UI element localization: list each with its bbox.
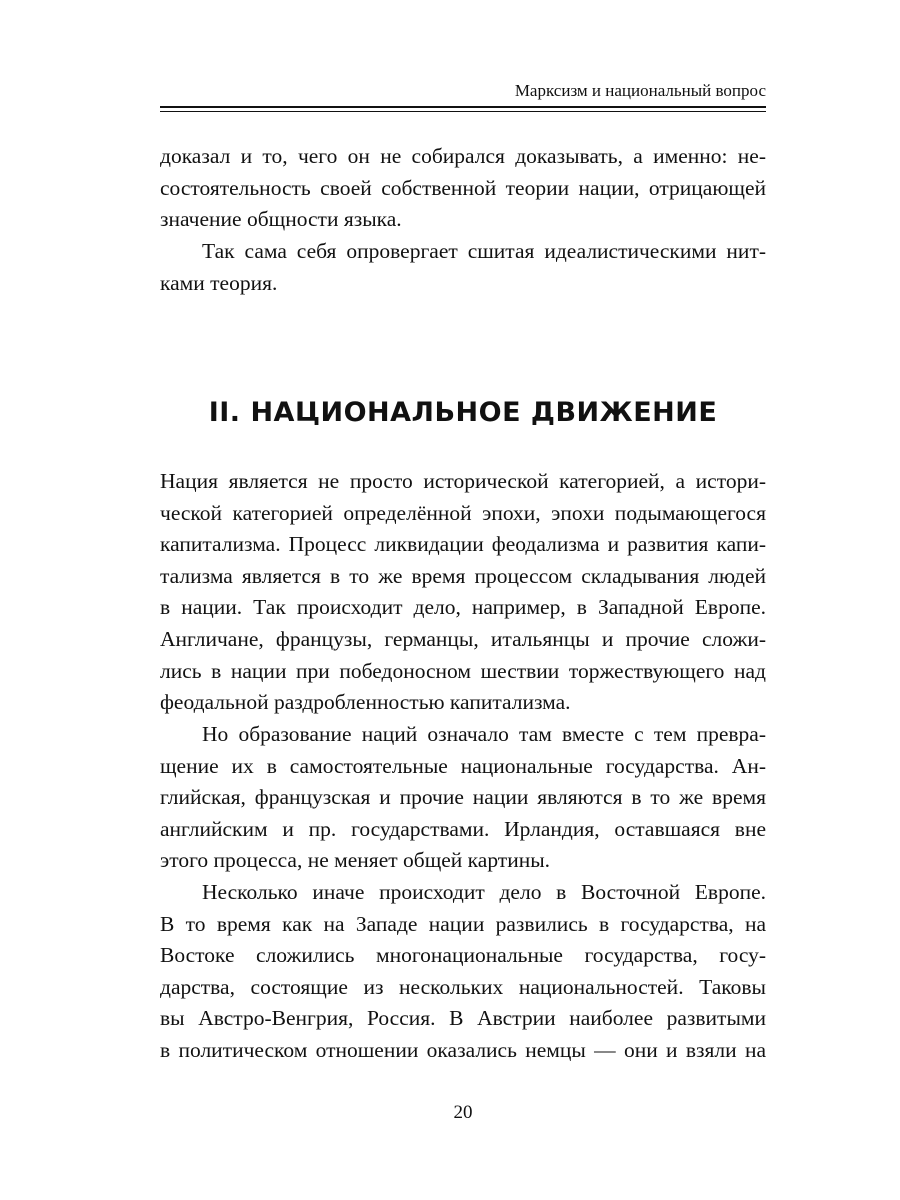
text-line: вы Австро-Венгрия, Россия. В Австрии наиболее развитыми: [160, 1006, 766, 1031]
text-line: состоятельность своей собственной теории нации, отрицающей: [160, 175, 766, 200]
header-rule-thick: [160, 106, 766, 108]
text-line: тализма является в то же время процессом складывания людей: [160, 563, 766, 588]
text-line: в политическом отношении оказались немцы — они и взяли на: [160, 1037, 766, 1062]
header-rule-thin: [160, 111, 766, 112]
text-line: глийская, французская и прочие нации являются в то же время: [160, 785, 766, 810]
text-line: этого процесса, не меняет общей картины.: [160, 848, 551, 873]
text-line: капитализма. Процесс ликвидации феодализма и развития капи-: [160, 532, 766, 557]
text-line: Востоке сложились многонациональные государства, госу-: [160, 943, 766, 968]
running-head: Марксизм и национальный вопрос: [514, 81, 766, 100]
text-line: дарства, состоящие из нескольких национальностей. Таковы: [160, 974, 766, 999]
text-line: ками теория.: [160, 270, 278, 295]
paragraph: [160, 877, 766, 1067]
text-line: лись в нации при победоносном шествии торжествующего над: [160, 658, 766, 683]
paragraph: [160, 141, 766, 236]
text-line: Англичане, французы, германцы, итальянцы и прочие сложи-: [160, 626, 766, 651]
text-line: Но образование наций означало там вместе с тем превра-: [202, 722, 766, 746]
text-line: доказал и то, чего он не собирался доказывать, а именно: не-: [160, 144, 766, 168]
text-line: Нация является не просто исторической категорией, а истори-: [160, 469, 766, 493]
text-line: Несколько иначе происходит дело в Восточной Европе.: [202, 880, 766, 904]
text-line: феодальной раздробленностью капитализма.: [160, 690, 571, 715]
section-title: II. НАЦИОНАЛЬНОЕ ДВИЖЕНИЕ: [208, 397, 718, 428]
paragraph: [160, 466, 766, 719]
text-line: щение их в самостоятельные национальные государства. Ан-: [160, 753, 766, 778]
paragraph: [160, 236, 766, 299]
paragraph: [160, 719, 766, 877]
text-line: английским и пр. государствами. Ирландия, оставшаяся вне: [160, 816, 766, 841]
text-line: Так сама себя опровергает сшитая идеалистическими нит-: [202, 239, 766, 263]
text-line: в нации. Так происходит дело, например, в Западной Европе.: [160, 595, 766, 620]
text-line: значение общности языка.: [160, 207, 402, 232]
page-number: 20: [453, 1102, 473, 1123]
text-line: ческой категорией определённой эпохи, эпохи подымающегося: [160, 500, 766, 525]
text-line: В то время как на Западе нации развились в государства, на: [160, 911, 766, 936]
